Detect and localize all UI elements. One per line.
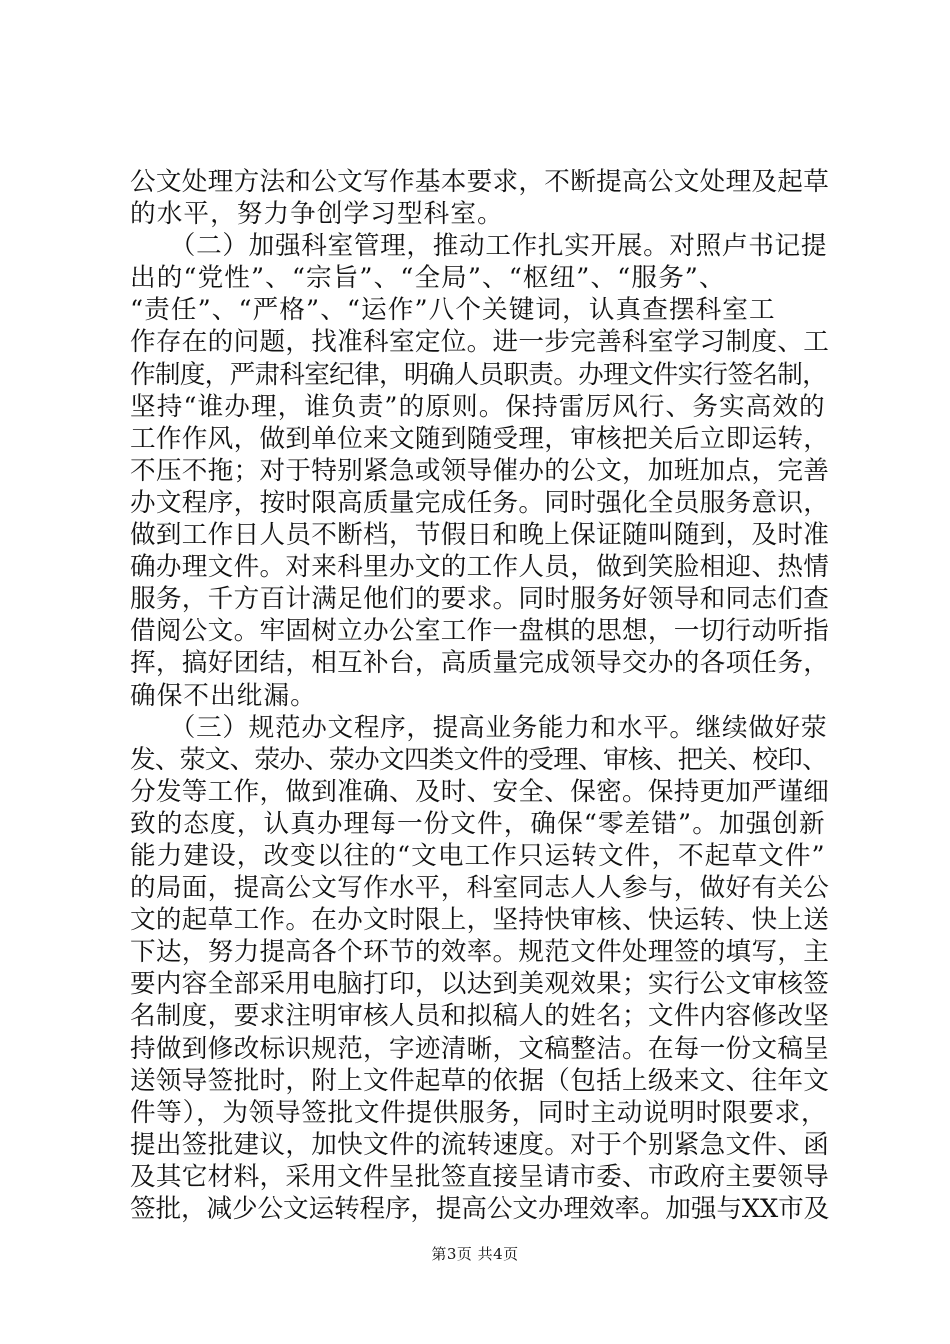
page-number: 第3页 共4页 — [431, 1245, 519, 1263]
text-line: 持做到修改标识规范，字迹清晰，文稿整洁。在每一份文稿呈 — [130, 1033, 830, 1064]
text-line: 致的态度，认真办理每一份文件，确保“零差错”。加强创新 — [130, 808, 826, 839]
text-line: 借阅公文。牢固树立办公室工作一盘棋的思想，一切行动听指 — [130, 616, 830, 647]
text-line: 文的起草工作。在办文时限上，坚持快审核、快运转、快上送 — [130, 905, 830, 936]
text-line: 作存在的问题，找准科室定位。进一步完善科室学习制度、工 — [130, 327, 830, 358]
text-line: 做到工作日人员不断档，节假日和晚上保证随叫随到，及时准 — [130, 520, 830, 551]
text-line: 及其它材料，采用文件呈批签直接呈请市委、市政府主要领导 — [130, 1161, 830, 1192]
text-line: 工作作风，做到单位来文随到随受理，审核把关后立即运转， — [130, 423, 830, 454]
text-line: 件等），为领导签批文件提供服务，同时主动说明时限要求， — [130, 1097, 828, 1128]
text-line: “责任”、“严格”、“运作”八个关键词，认真查摆科室工 — [130, 295, 776, 326]
text-line: 名制度，要求注明审核人员和拟稿人的姓名；文件内容修改坚 — [130, 1001, 830, 1032]
page-footer — [0, 1244, 950, 1264]
text-line: 的局面，提高公文写作水平，科室同志人人参与，做好有关公 — [130, 873, 830, 904]
text-line: 送领导签批时，附上文件起草的依据（包括上级来文、往年文 — [130, 1065, 830, 1096]
text-line: （三）规范办文程序，提高业务能力和水平。继续做好荥 — [130, 712, 828, 743]
text-line: 下达，努力提高各个环节的效率。规范文件处理签的填写，主 — [130, 937, 830, 968]
text-line: 提出签批建议，加快文件的流转速度。对于个别紧急文件、函 — [130, 1129, 830, 1160]
text-line: 出的“党性”、“宗旨”、“全局”、“枢纽”、“服务”、 — [130, 263, 726, 294]
text-line: 的水平，努力争创学习型科室。 — [130, 199, 504, 230]
text-line: 确办理文件。对来科里办文的工作人员，做到笑脸相迎、热情 — [130, 552, 830, 583]
text-line: 分发等工作，做到准确、及时、安全、保密。保持更加严谨细 — [130, 776, 830, 807]
text-line: 发、荥文、荥办、荥办文四类文件的受理、审核、把关、校印、 — [130, 744, 828, 775]
text-line: 办文程序，按时限高质量完成任务。同时强化全员服务意识， — [130, 487, 830, 518]
text-line: 签批，减少公文运转程序，提高公文办理效率。加强与XX市及 — [130, 1194, 830, 1224]
text-line: 公文处理方法和公文写作基本要求，不断提高公文处理及起草 — [130, 167, 830, 197]
text-line: 不压不拖；对于特别紧急或领导催办的公文，加班加点，完善 — [130, 455, 830, 486]
text-line: 确保不出纰漏。 — [130, 680, 317, 711]
text-line: 坚持“谁办理，谁负责”的原则。保持雷厉风行、务实高效的 — [130, 391, 826, 422]
document-body — [130, 166, 830, 1225]
text-line: 要内容全部采用电脑打印，以达到美观效果；实行公文审核签 — [130, 969, 830, 1000]
text-line: 能力建设，改变以往的“文电工作只运转文件，不起草文件” — [130, 840, 826, 871]
text-line: 挥，搞好团结，相互补台，高质量完成领导交办的各项任务， — [130, 648, 830, 679]
text-line: （二）加强科室管理，推动工作扎实开展。对照卢书记提 — [130, 231, 828, 262]
text-line: 服务，千方百计满足他们的要求。同时服务好领导和同志们查 — [130, 584, 830, 615]
text-line: 作制度，严肃科室纪律，明确人员职责。办理文件实行签名制， — [130, 359, 828, 390]
